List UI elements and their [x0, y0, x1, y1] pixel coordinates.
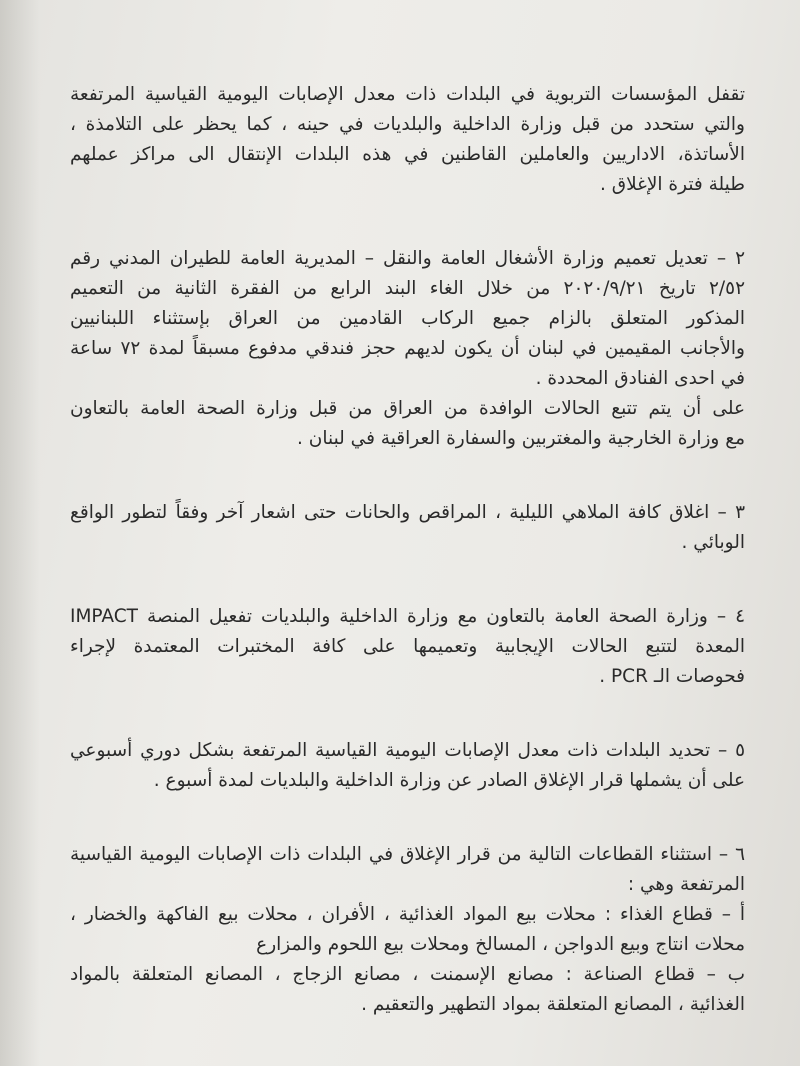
text-line: على أن يشملها قرار الإغلاق الصادر عن وزارة الداخلية والبلديات لمدة أسبوع .	[153, 770, 745, 791]
text-line: الوبائي .	[681, 532, 745, 553]
text-line: ٢ – تعديل تعميم وزارة الأشغال العامة والنقل – المديرية العامة للطيران المدني رقم	[70, 248, 745, 269]
intro-paragraph	[70, 80, 745, 200]
item-3-paragraph	[70, 498, 745, 558]
text-line: الغذائية ، المصانع المتعلقة بمواد التطهير والتعقيم .	[361, 994, 745, 1015]
text-line: الأساتذة، الاداريين والعاملين القاطنين في هذه البلدات الإنتقال الى مراكز عملهم	[70, 144, 745, 165]
text-line: ٣ – اغلاق كافة الملاهي الليلية ، المراقص والحانات حتى اشعار آخر وفقاً لتطور الواقع	[70, 502, 745, 523]
text-line: أ – قطاع الغذاء : محلات بيع المواد الغذائية ، الأفران ، محلات بيع الفاكهة والخضار ،	[70, 904, 745, 925]
page-shadow	[0, 0, 40, 1066]
text-line: تقفل المؤسسات التربوية في البلدات ذات معدل الإصابات اليومية القياسية المرتفعة	[70, 84, 745, 105]
text-line: ب – قطاع الصناعة : مصانع الإسمنت ، مصانع الزجاج ، المصانع المتعلقة بالمواد	[70, 964, 745, 985]
text-line: ٤ – وزارة الصحة العامة بالتعاون مع وزارة الداخلية والبلديات تفعيل المنصة IMPACT	[70, 606, 745, 627]
text-line: والأجانب المقيمين في لبنان أن يكون لديهم حجز فندقي مدفوع مسبقاً لمدة ٧٢ ساعة	[70, 338, 745, 359]
text-line: والتي ستحدد من قبل وزارة الداخلية والبلديات في حينه ، كما يحظر على التلامذة ،	[70, 114, 745, 135]
text-line: ٢/٥٢ تاريخ ٢٠٢٠/٩/٢١ من خلال الغاء البند الرابع من الفقرة الثانية من التعميم	[70, 278, 746, 299]
text-line: فحوصات الـ PCR .	[599, 666, 745, 687]
item-5-paragraph	[70, 736, 745, 796]
text-line: المذكور المتعلق بالزام جميع الركاب القادمين من العراق بإستثناء اللبنانيين	[70, 308, 745, 329]
text-line: على أن يتم تتبع الحالات الوافدة من العراق من قبل وزارة الصحة العامة بالتعاون	[70, 398, 745, 419]
text-line: المرتفعة وهي :	[627, 874, 745, 895]
item-2-paragraph	[70, 244, 745, 454]
text-line: مع وزارة الخارجية والمغتربين والسفارة العراقية في لبنان .	[297, 428, 745, 449]
text-line: محلات انتاج وبيع الدواجن ، المسالخ ومحلات بيع اللحوم والمزارع	[256, 934, 745, 955]
text-line: طيلة فترة الإغلاق .	[600, 174, 745, 195]
item-4-paragraph	[70, 602, 745, 692]
text-line: في احدى الفنادق المحددة .	[535, 368, 745, 389]
item-6-paragraph	[70, 840, 745, 1020]
document-body	[70, 80, 745, 1020]
text-line: ٦ – استثناء القطاعات التالية من قرار الإغلاق في البلدات ذات الإصابات اليومية القياسية	[70, 844, 745, 865]
text-line: المعدة لتتبع الحالات الإيجابية وتعميمها على كافة المختبرات المعتمدة لإجراء	[70, 636, 745, 657]
text-line: ٥ – تحديد البلدات ذات معدل الإصابات اليومية القياسية المرتفعة بشكل دوري أسبوعي	[70, 740, 745, 761]
